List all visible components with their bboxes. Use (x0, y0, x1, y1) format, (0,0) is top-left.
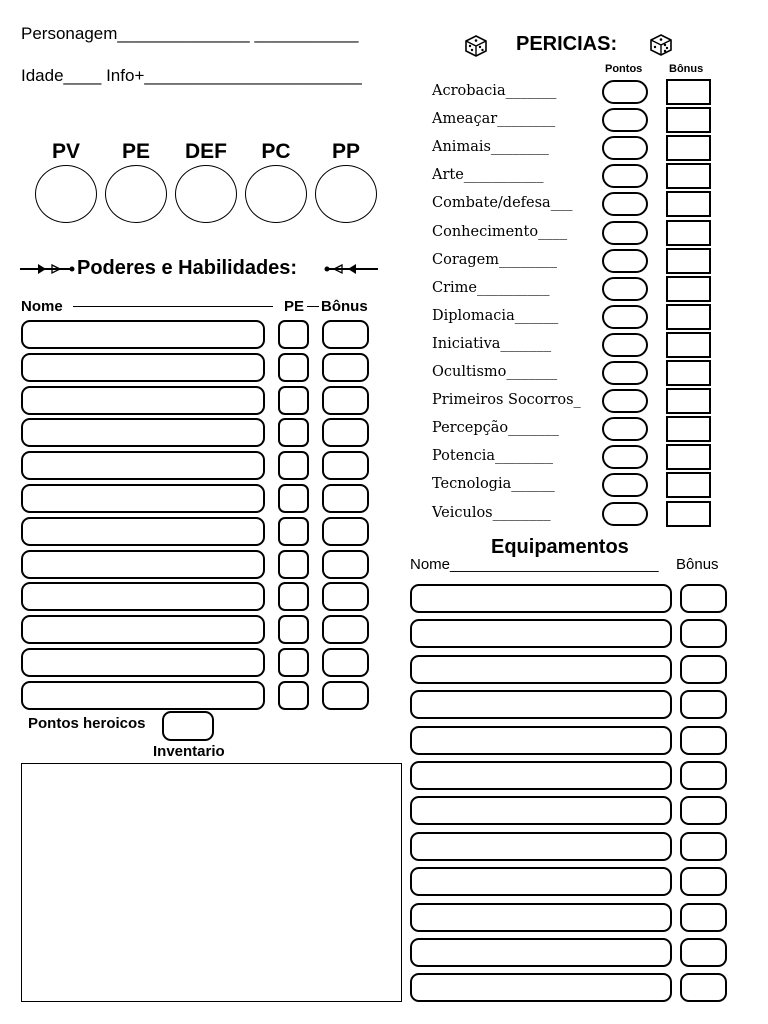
pericia-name: Animais________ (432, 139, 549, 156)
equip-nome-field[interactable] (410, 690, 672, 719)
dice-icon (649, 33, 673, 57)
poder-nome-field[interactable] (21, 418, 265, 447)
pericia-bonus-field[interactable] (666, 220, 711, 246)
equipamentos-col-bonus: Bônus (676, 556, 719, 573)
pericia-pontos-field[interactable] (602, 417, 648, 441)
poder-pe-field[interactable] (278, 386, 309, 415)
pericia-name: Tecnologia______ (432, 476, 555, 493)
inventario-label: Inventario (153, 743, 225, 760)
equip-nome-field[interactable] (410, 726, 672, 755)
pericia-name: Crime__________ (432, 279, 550, 296)
equip-bonus-field[interactable] (680, 832, 727, 861)
poder-nome-field[interactable] (21, 550, 265, 579)
stat-circle-def[interactable] (175, 165, 237, 223)
inventario-box[interactable] (21, 763, 402, 1002)
pericia-bonus-field[interactable] (666, 107, 711, 133)
poder-bonus-field[interactable] (322, 550, 369, 579)
stat-circle-pc[interactable] (245, 165, 307, 223)
equip-nome-field[interactable] (410, 619, 672, 648)
pericia-name: Ocultismo_______ (432, 364, 558, 380)
pericia-bonus-field[interactable] (666, 191, 711, 217)
pericia-pontos-field[interactable] (602, 361, 648, 385)
poder-bonus-field[interactable] (322, 615, 369, 644)
stat-label-pc: PC (261, 140, 291, 163)
poder-nome-field[interactable] (21, 484, 265, 513)
stat-circle-pe[interactable] (105, 165, 167, 223)
pericia-name: Potencia________ (432, 448, 554, 465)
equip-bonus-field[interactable] (680, 619, 727, 648)
pericia-pontos-field[interactable] (602, 249, 648, 273)
pericia-bonus-field[interactable] (666, 501, 711, 527)
equip-nome-field[interactable] (410, 832, 672, 861)
pericia-bonus-field[interactable] (666, 163, 711, 189)
equip-bonus-field[interactable] (680, 867, 727, 896)
pericia-pontos-field[interactable] (602, 108, 648, 132)
pericia-pontos-field[interactable] (602, 389, 648, 413)
poder-bonus-field[interactable] (322, 681, 369, 710)
poder-nome-field[interactable] (21, 615, 265, 644)
poder-pe-field[interactable] (278, 681, 309, 710)
equip-bonus-field[interactable] (680, 584, 727, 613)
equipamentos-col-nome: Nome_________________________ (410, 556, 659, 573)
pericia-name: Diplomacia______ (432, 307, 559, 324)
poderes-col-nome: Nome (21, 298, 63, 315)
poder-bonus-field[interactable] (322, 484, 369, 513)
equip-nome-field[interactable] (410, 867, 672, 896)
pericia-bonus-field[interactable] (666, 304, 711, 330)
pericia-pontos-field[interactable] (602, 80, 648, 104)
pericia-bonus-field[interactable] (666, 79, 711, 105)
poder-pe-field[interactable] (278, 484, 309, 513)
poder-bonus-field[interactable] (322, 320, 369, 349)
poder-bonus-field[interactable] (322, 386, 369, 415)
equip-nome-field[interactable] (410, 761, 672, 790)
poder-nome-field[interactable] (21, 320, 265, 349)
poder-bonus-field[interactable] (322, 517, 369, 546)
poder-nome-field[interactable] (21, 386, 265, 415)
equip-bonus-field[interactable] (680, 761, 727, 790)
poder-bonus-field[interactable] (322, 648, 369, 677)
stat-label-def: DEF (185, 140, 227, 163)
poder-nome-field[interactable] (21, 517, 265, 546)
pericia-name: Veiculos________ (432, 504, 551, 521)
poderes-col-bonus: Bônus (321, 298, 368, 315)
personagem-field[interactable]: Personagem______________ ___________ (21, 24, 359, 43)
equip-nome-field[interactable] (410, 584, 672, 613)
equip-bonus-field[interactable] (680, 796, 727, 825)
pericia-name: Acrobacia_______ (432, 83, 557, 99)
dice-icon (464, 34, 488, 58)
poder-nome-field[interactable] (21, 451, 265, 480)
idade-info-field[interactable]: Idade____ Info+_______________________ (21, 66, 362, 85)
equipamentos-title: Equipamentos (491, 536, 629, 558)
poder-nome-field[interactable] (21, 648, 265, 677)
ornament-sword-left-icon (18, 261, 76, 277)
pericia-pontos-field[interactable] (602, 221, 648, 245)
stat-circle-pp[interactable] (315, 165, 377, 223)
poder-nome-field[interactable] (21, 681, 265, 710)
pericia-bonus-field[interactable] (666, 360, 711, 386)
pericia-bonus-field[interactable] (666, 332, 711, 358)
pericia-bonus-field[interactable] (666, 472, 711, 498)
poder-bonus-field[interactable] (322, 451, 369, 480)
equip-nome-field[interactable] (410, 655, 672, 684)
stat-label-pe: PE (121, 140, 150, 163)
poder-bonus-field[interactable] (322, 418, 369, 447)
pericia-pontos-field[interactable] (602, 136, 648, 160)
poder-pe-field[interactable] (278, 451, 309, 480)
pericia-name: Primeiros Socorros_ (432, 392, 581, 409)
pericia-bonus-field[interactable] (666, 135, 711, 161)
pericia-bonus-field[interactable] (666, 444, 711, 470)
pericia-bonus-field[interactable] (666, 248, 711, 274)
equip-bonus-field[interactable] (680, 973, 727, 1002)
equip-bonus-field[interactable] (680, 726, 727, 755)
pericia-bonus-field[interactable] (666, 388, 711, 414)
pericia-pontos-field[interactable] (602, 445, 648, 469)
pericias-col-pontos: Pontos (605, 63, 643, 75)
poderes-col-divider (73, 306, 273, 307)
pericia-pontos-field[interactable] (602, 333, 648, 357)
poder-pe-field[interactable] (278, 353, 309, 382)
pericia-name: Ameaçar________ (432, 111, 556, 128)
poder-nome-field[interactable] (21, 353, 265, 382)
poder-pe-field[interactable] (278, 648, 309, 677)
stat-label-pv: PV (51, 140, 80, 163)
equip-nome-field[interactable] (410, 796, 672, 825)
poderes-title: Poderes e Habilidades: (77, 257, 298, 279)
pontos-heroicos-box[interactable] (162, 711, 214, 741)
pericia-pontos-field[interactable] (602, 502, 648, 526)
pericia-name: Iniciativa_______ (432, 335, 552, 352)
equip-bonus-field[interactable] (680, 690, 727, 719)
poder-pe-field[interactable] (278, 582, 309, 611)
poder-pe-field[interactable] (278, 615, 309, 644)
equip-bonus-field[interactable] (680, 938, 727, 967)
pericias-title: PERICIAS: (516, 33, 618, 55)
equip-nome-field[interactable] (410, 973, 672, 1002)
pericia-name: Coragem________ (432, 251, 558, 268)
pericia-pontos-field[interactable] (602, 164, 648, 188)
equip-nome-field[interactable] (410, 903, 672, 932)
pericia-pontos-field[interactable] (602, 192, 648, 216)
pericia-name: Combate/defesa___ (432, 195, 573, 212)
poderes-col-pe: PE (284, 298, 305, 315)
poder-pe-field[interactable] (278, 418, 309, 447)
pericia-pontos-field[interactable] (602, 277, 648, 301)
poder-pe-field[interactable] (278, 550, 309, 579)
pericia-name: Percepção_______ (432, 420, 559, 437)
poder-bonus-field[interactable] (322, 582, 369, 611)
pericia-pontos-field[interactable] (602, 305, 648, 329)
pericia-name: Conhecimento____ (432, 223, 568, 240)
poder-pe-field[interactable] (278, 320, 309, 349)
poderes-col-divider-2 (307, 306, 319, 307)
pericia-pontos-field[interactable] (602, 473, 648, 497)
pontos-heroicos-label: Pontos heroicos (28, 715, 146, 732)
ornament-sword-right-icon (324, 261, 380, 277)
poder-nome-field[interactable] (21, 582, 265, 611)
poder-bonus-field[interactable] (322, 353, 369, 382)
poder-pe-field[interactable] (278, 517, 309, 546)
equip-bonus-field[interactable] (680, 655, 727, 684)
pericia-bonus-field[interactable] (666, 416, 711, 442)
equip-bonus-field[interactable] (680, 903, 727, 932)
equip-nome-field[interactable] (410, 938, 672, 967)
pericias-col-bonus: Bônus (669, 63, 704, 75)
stat-label-pp: PP (331, 140, 360, 163)
stat-circle-pv[interactable] (35, 165, 97, 223)
pericia-bonus-field[interactable] (666, 276, 711, 302)
pericia-name: Arte___________ (432, 167, 544, 184)
